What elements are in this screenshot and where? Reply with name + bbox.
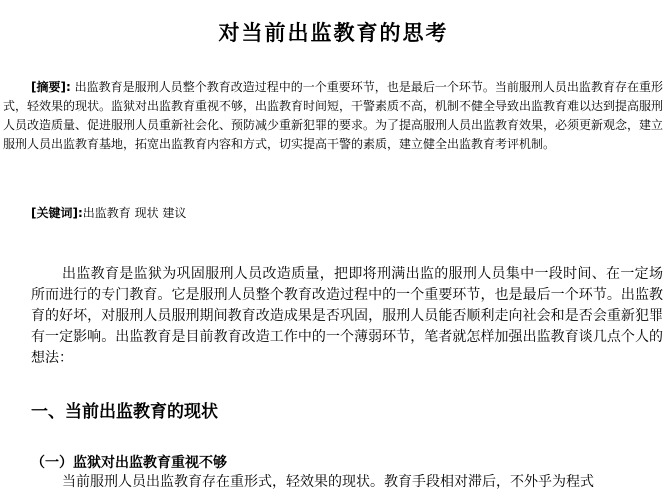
intro-paragraph: 出监教育是监狱为巩固服刑人员改造质量，把即将刑满出监的服刑人员集中一段时间、在一定场所而进行的专门教育。它是服刑人员整个教育改造过程中的一个重要环节，也是最后一个环节。出监教育的好坏，对服刑人员服刑期间教育改造成果是否巩固，服刑人员能否顺利走向社会和是否会重新犯罪有一定影响。出监教育是目前教育改造工作中的一个薄弱环节，笔者就怎样加强出监教育谈几点个人的想法： — [31, 266, 663, 366]
document-title: 对当前出监教育的思考 — [218, 20, 449, 46]
subsection-heading: （一）监狱对出监教育重视不够 — [31, 455, 227, 471]
abstract-paragraph — [3, 78, 663, 154]
abstract-label: [摘要]: — [31, 80, 71, 94]
keywords-line — [31, 204, 651, 223]
abstract-text: 出监教育是服刑人员整个教育改造过程中的一个重要环节，也是最后一个环节。当前服刑人员出监教育存在重形式，轻效果的现状。监狱对出监教育重视不够，出监教育时间短，干警素质不高，机制不健全导致出监教育难以达到提高服刑人员改造质量、促进服刑人员重新社会化、预防减少重新犯罪的要求。为了提高服刑人员出监教育效果，必须更新观念，建立服刑人员出监教育基地，拓宽出监教育内容和方式，切实提高干警的素质，建立健全出监教育考评机制。 — [3, 80, 664, 151]
subsection-paragraph: 当前服刑人员出监教育存在重形式，轻效果的现状。教育手段相对滞后，不外乎为程式 — [62, 474, 594, 490]
section-heading: 一、当前出监教育的现状 — [31, 402, 218, 422]
keywords-text: 出监教育 现状 建议 — [82, 206, 187, 220]
keywords-label: [关键词]: — [31, 206, 83, 220]
